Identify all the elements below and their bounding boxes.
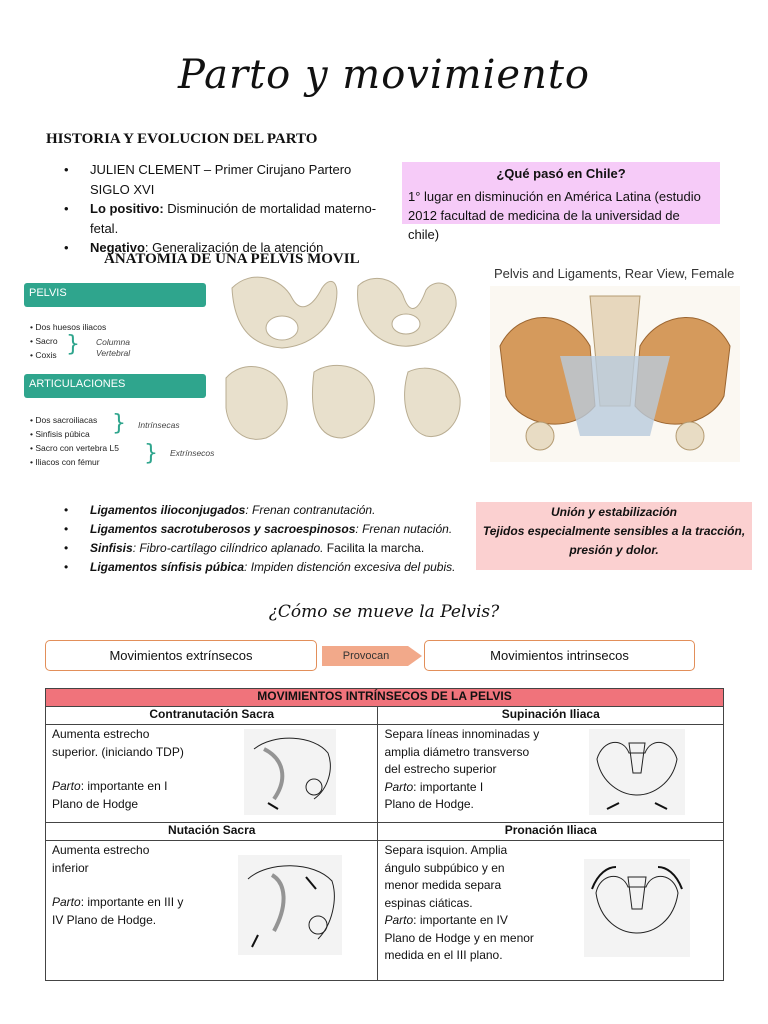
list-item: • Ligamentos ilioconjugados: Frenan contranutación.	[64, 501, 474, 520]
movimientos-table	[45, 688, 724, 981]
columna-label: Columna Vertebral	[96, 337, 131, 358]
table-cell	[551, 841, 724, 981]
articulaciones-items: • Dos sacroiliacas • Sinfisis púbica • Sacro con vertebra L5 • Iliacos con fémur	[30, 415, 119, 467]
table-cell	[203, 725, 378, 823]
table-cell	[203, 841, 378, 981]
brace-icon: }	[144, 441, 158, 466]
chile-question: ¿Qué pasó en Chile?	[496, 166, 626, 181]
table-subheader: Supinación Iliaca	[378, 707, 724, 725]
table-cell: Aumenta estrecho inferior Parto: importante en III y IV Plano de Hodge.	[46, 841, 204, 981]
pelvis-bones-illustration	[222, 268, 468, 472]
anatomia-heading: ANATOMIA DE UNA PELVIS MOVIL	[104, 251, 360, 267]
table-cell	[551, 725, 724, 823]
table-cell: Separa líneas innominadas y amplia diámetro transverso del estrecho superior Parto: importante I Plano de Hodge.	[378, 725, 551, 823]
ligamentos-list	[64, 501, 474, 577]
union-line1: Unión y estabilización	[550, 505, 678, 519]
movimientos-extrinsecos-box: Movimientos extrínsecos	[45, 640, 317, 671]
intrinsecas-label: Intrínsecas	[138, 420, 180, 430]
union-callout	[476, 502, 752, 570]
list-item: • Sinfisis: Fibro-cartílago cilíndrico aplanado. Facilita la marcha.	[64, 539, 474, 558]
table-cell: Separa isquion. Amplia ángulo subpúbico y en menor medida separa espinas ciáticas. Parto: importante en IV Plano de Hodge y en menor medida en el III plano.	[378, 841, 551, 981]
movimientos-intrinsecos-box: Movimientos intrinsecos	[424, 640, 695, 671]
list-item: • Ligamentos sínfisis púbica: Impiden distención excesiva del pubis.	[64, 558, 474, 577]
list-item: • Negativo: Generalización de la atención	[64, 238, 394, 258]
articulaciones-label: ARTICULACIONES	[24, 374, 206, 398]
extrinsecas-label: Extrínsecos	[170, 448, 215, 458]
table-header: MOVIMIENTOS INTRÍNSECOS DE LA PELVIS	[46, 689, 724, 707]
chile-answer: 1° lugar en disminución en América Latina (estudio 2012 facultad de medicina de la universidad de chile)	[408, 189, 701, 242]
nutacion-diagram	[238, 855, 342, 955]
historia-heading: HISTORIA Y EVOLUCION DEL PARTO	[46, 131, 318, 147]
list-item: • Lo positivo: Disminución de mortalidad materno-fetal.	[64, 199, 394, 238]
provocan-label: Provocan	[342, 650, 390, 662]
pelvis-label: PELVIS	[24, 283, 206, 307]
como-heading: ¿Cómo se mueve la Pelvis?	[268, 602, 500, 622]
ligaments-figure	[480, 262, 750, 468]
page-title: Parto y movimiento	[178, 52, 590, 98]
chile-callout	[402, 162, 720, 242]
table-subheader: Nutación Sacra	[46, 823, 378, 841]
supinacion-diagram	[589, 729, 685, 815]
pelvis-items: • Dos huesos iliacos • Sacro • Coxis	[30, 322, 107, 360]
historia-list	[64, 160, 394, 258]
contranutacion-diagram	[244, 729, 336, 815]
list-item: • Ligamentos sacrotuberosos y sacroespinosos: Frenan nutación.	[64, 520, 474, 539]
pronacion-diagram	[584, 859, 690, 957]
table-subheader: Pronación Iliaca	[378, 823, 724, 841]
table-cell: Aumenta estrecho superior. (iniciando TDP) Parto: importante en I Plano de Hodge	[46, 725, 204, 823]
union-line2: Tejidos especialmente sensibles a la tracción, presión y dolor.	[482, 524, 746, 557]
brace-icon: }	[66, 332, 80, 357]
ligaments-figure-title: Pelvis and Ligaments, Rear View, Female	[494, 266, 735, 281]
brace-icon: }	[112, 411, 126, 436]
table-subheader: Contranutación Sacra	[46, 707, 378, 725]
ligaments-illustration	[480, 286, 750, 466]
list-item: • JULIEN CLEMENT – Primer Cirujano Partero SIGLO XVI	[64, 160, 394, 199]
